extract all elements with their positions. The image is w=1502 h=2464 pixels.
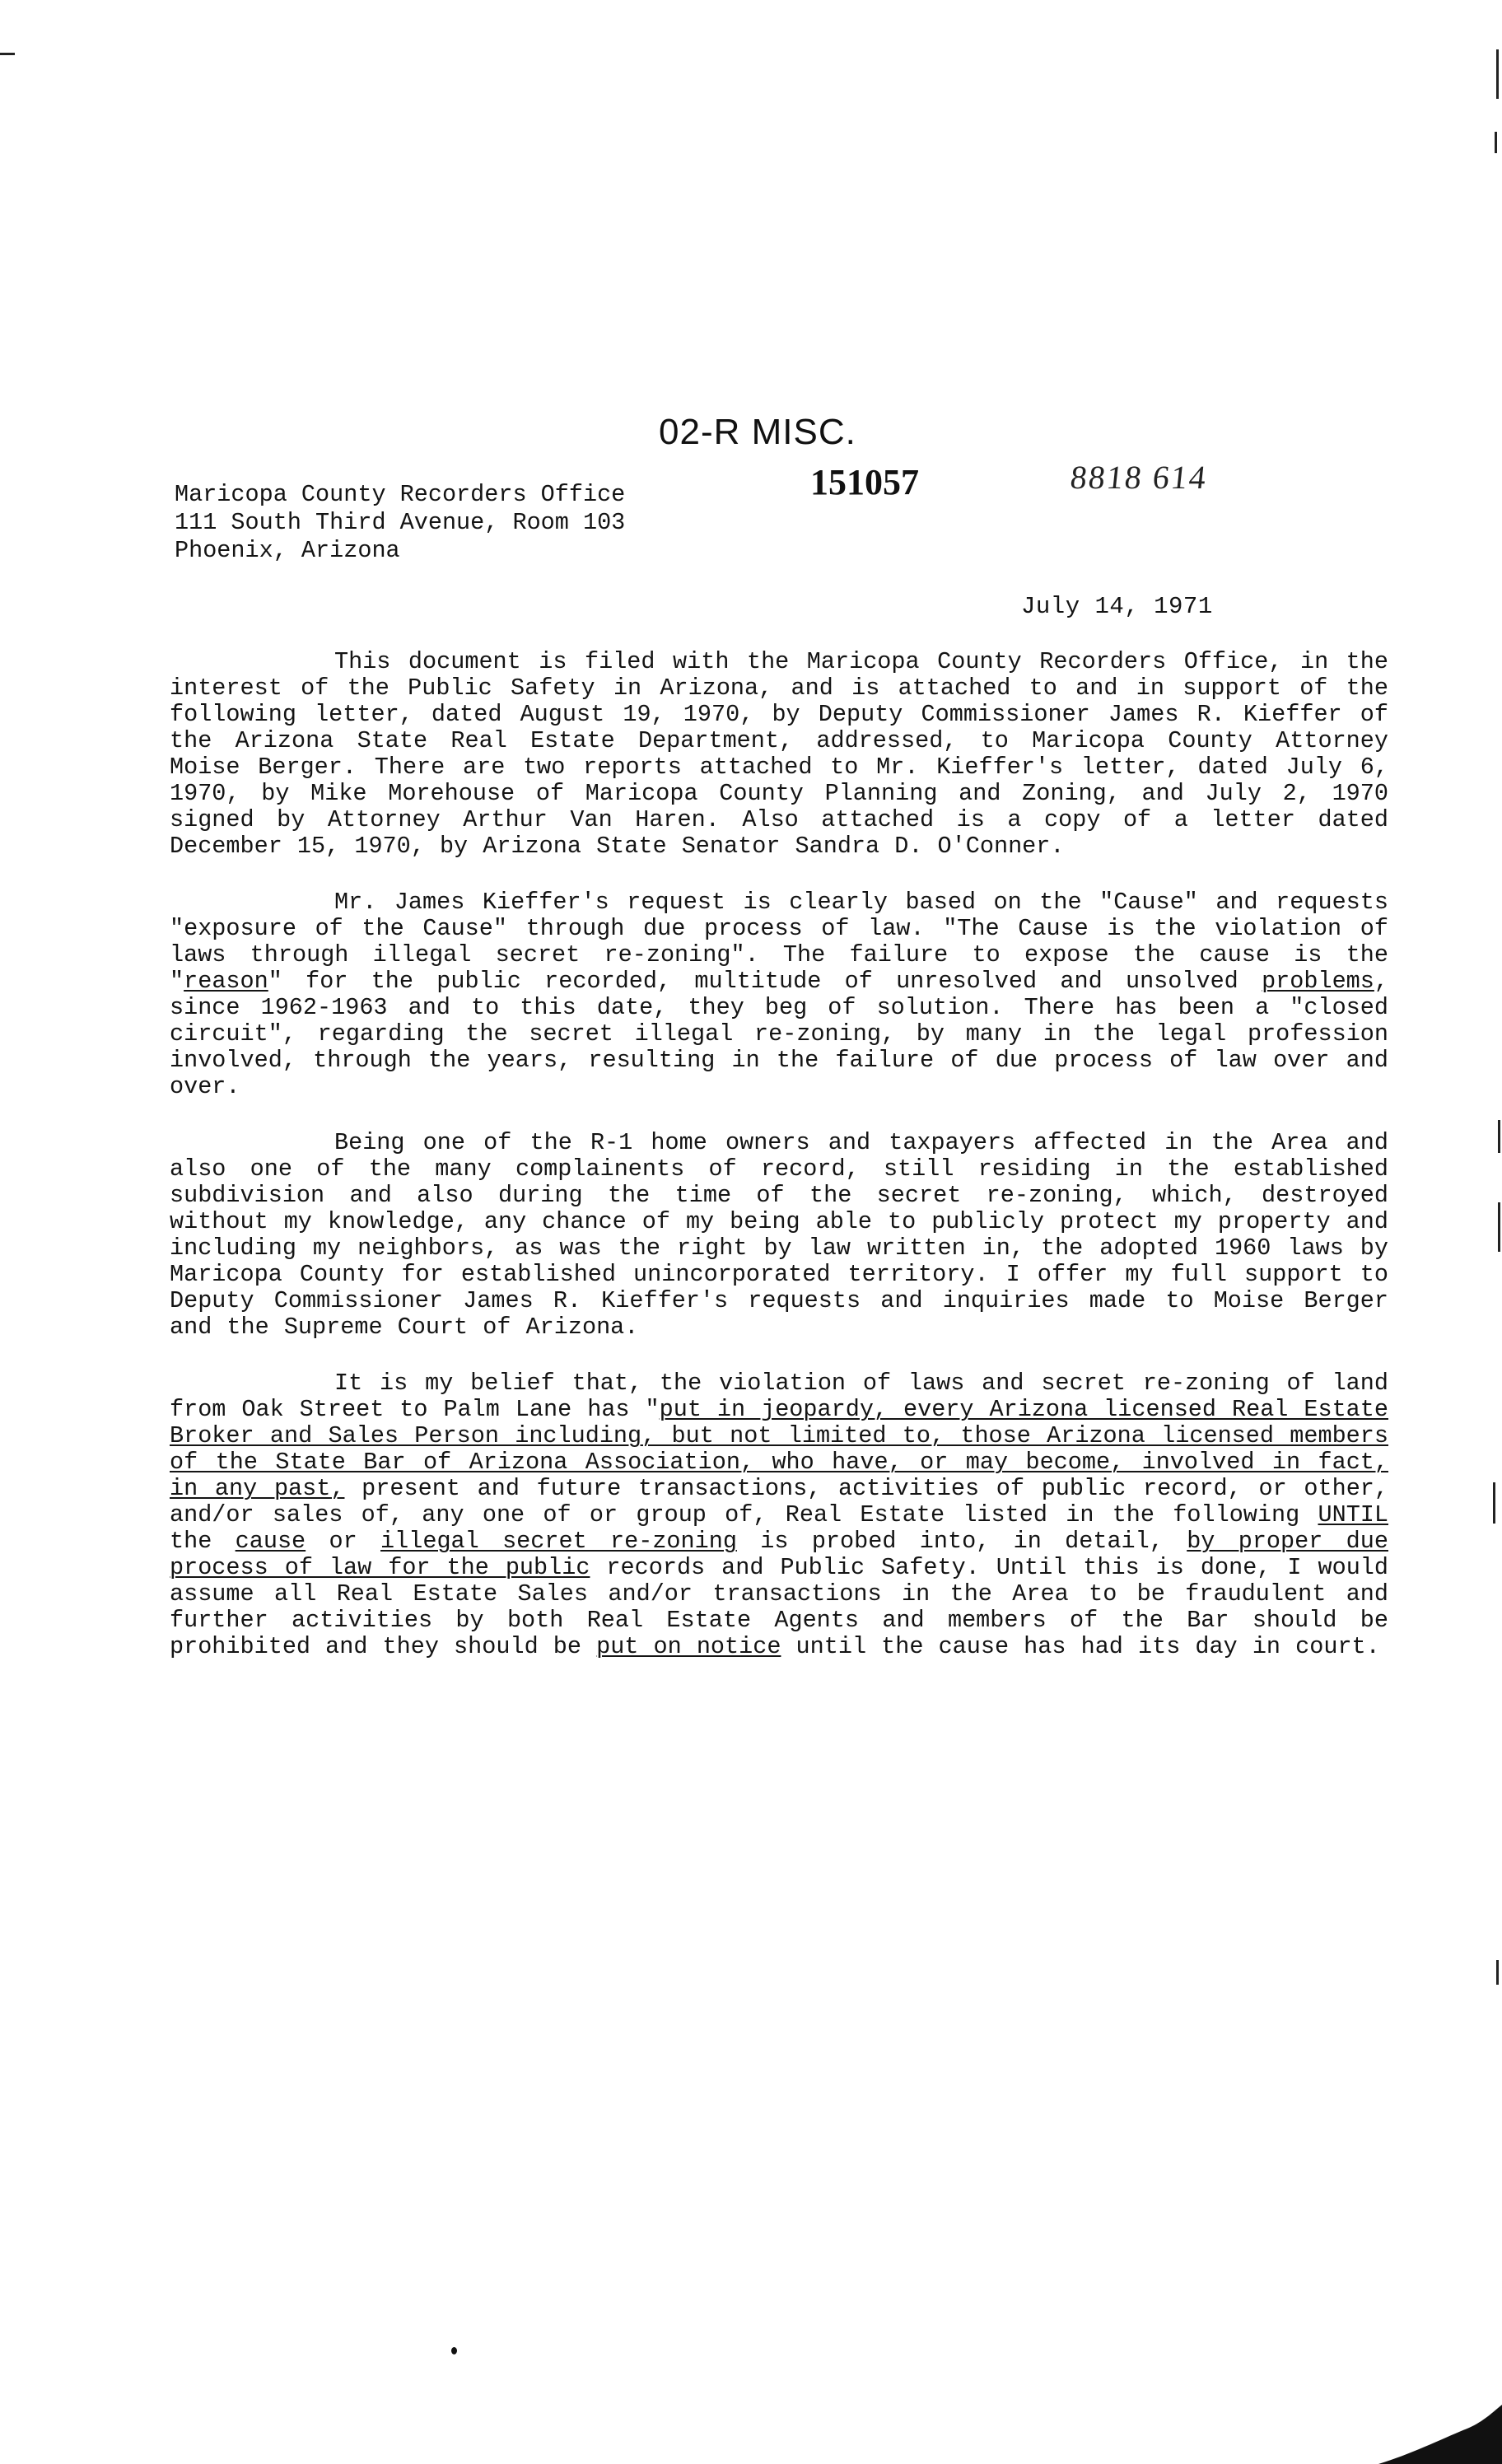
docket-page-stamp: 8818 614 (1068, 459, 1210, 496)
underlined-text: cause (235, 1528, 306, 1555)
scan-dot-mark (451, 2347, 457, 2354)
recipient-address (175, 481, 625, 565)
scan-edge-mark (1498, 1202, 1500, 1252)
scan-edge-mark (1495, 132, 1497, 153)
underlined-text: UNTIL (1318, 1501, 1388, 1528)
scan-edge-mark (0, 53, 15, 55)
underlined-text: reason (184, 968, 268, 995)
recording-stamp-title: 02-R MISC. (659, 412, 856, 452)
underlined-text: by proper due process of law for the public (170, 1528, 1388, 1581)
paragraph-1: This document is filed with the Maricopa County Recorders Office, in the interest of the Public Safety in Arizona, and is attached to and in support of the following letter, dated August 19, 1970, by Deputy Commissioner James R. Kieffer of the Arizona State Real Estate Department, addressed, to Maricopa County Attorney Moise Berger. There are two reports attached to Mr. Kieffer's letter, dated July 6, 1970, by Mike Morehouse of Maricopa County Planning and Zoning, and July 2, 1970 signed by Attorney Arthur Van Haren. Also attached is a copy of a letter dated December 15, 1970, by Arizona State Senator Sandra D. O'Conner. (170, 648, 1388, 860)
address-line-2: 111 South Third Avenue, Room 103 (175, 509, 626, 536)
scan-edge-mark (1496, 1960, 1499, 1985)
underlined-text: illegal secret re-zoning (380, 1528, 737, 1555)
scan-corner-blot (1378, 2405, 1502, 2464)
recording-number: 151057 (810, 462, 919, 502)
underlined-text: put in jeopardy, every Arizona licensed Real Estate Broker and Sales Person including, but not limited to, those Arizona licensed members of the State Bar of Arizona Association, who have, or may become, involved in fact, in any past, (170, 1396, 1388, 1502)
scan-edge-mark (1496, 49, 1499, 99)
letter-date: July 14, 1971 (1021, 593, 1213, 620)
underlined-text: put on notice (596, 1633, 781, 1660)
underlined-text: problems (1262, 968, 1374, 995)
scan-edge-mark (1493, 1482, 1495, 1524)
address-line-1: Maricopa County Recorders Office (175, 481, 626, 508)
address-line-3: Phoenix, Arizona (175, 537, 400, 564)
paragraph-4: It is my belief that, the violation of laws and secret re-zoning of land from Oak Street to Palm Lane has "put in jeopardy, every Arizona licensed Real Estate Broker and Sales Person including, but not limited to, those Arizona licensed members of the State Bar of Arizona Association, who have, or may become, involved in fact, in any past, present and future transactions, activities of public record, or other, and/or sales of, any one of or group of, Real Estate listed in the following UNTIL the cause or illegal secret re-zoning is probed into, in detail, by proper due process of law for the public records and Public Safety. Until this is done, I would assume all Real Estate Sales and/or transactions in the Area to be fraudulent and further activities by both Real Estate Agents and members of the Bar should be prohibited and they should be put on notice until the cause has had its day in court. (170, 1370, 1389, 1660)
scan-edge-mark (1498, 1120, 1500, 1153)
paragraph-3: Being one of the R-1 home owners and taxpayers affected in the Area and also one of the many complainents of record, still residing in the established subdivision and also during the time of the secret re-zoning, which, destroyed without my knowledge, any chance of my being able to publicly protect my property and including my neighbors, as was the right by law written in, the adopted 1960 laws by Maricopa County for established unincorporated territory. I offer my full support to Deputy Commissioner James R. Kieffer's requests and inquiries made to Moise Berger and the Supreme Court of Arizona. (170, 1129, 1388, 1341)
letter-body (170, 649, 1388, 1690)
paragraph-2: Mr. James Kieffer's request is clearly based on the "Cause" and requests "exposure of the Cause" through due process of law. "The Cause is the violation of laws through illegal secret re-zoning". The failure to expose the cause is the "reason" for the public recorded, multitude of unresolved and unsolved problems, since 1962-1963 and to this date, they beg of solution. There has been a "closed circuit", regarding the secret illegal re-zoning, by many in the legal profession involved, through the years, resulting in the failure of due process of law over and over. (170, 889, 1388, 1100)
